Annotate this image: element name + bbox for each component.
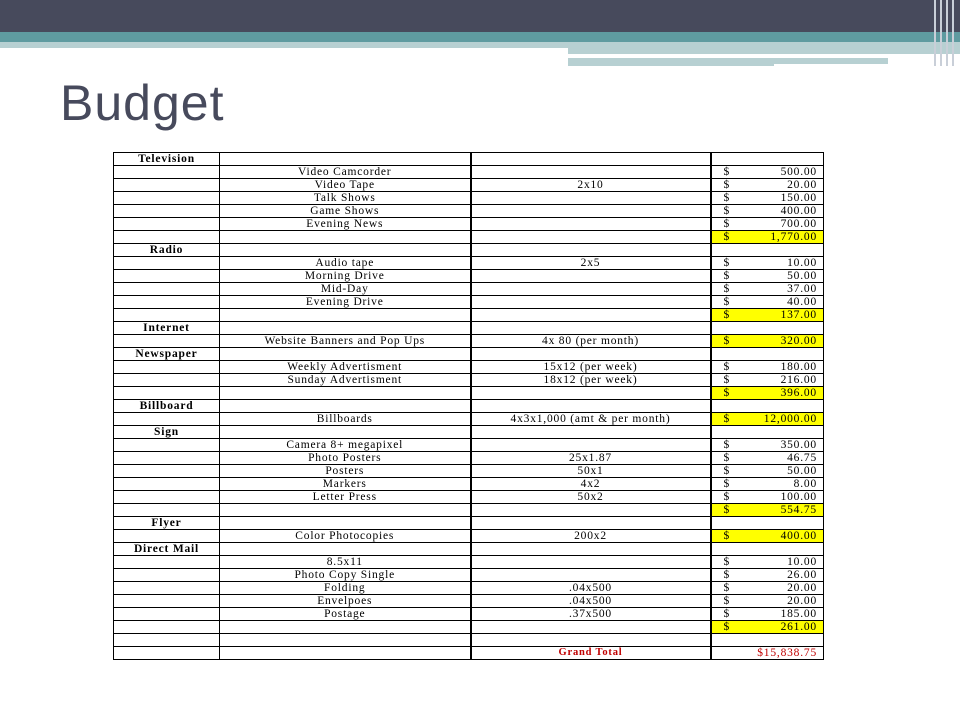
- currency-symbol: $: [723, 491, 731, 503]
- item-cell: Game Shows: [220, 205, 471, 218]
- category-cell: [114, 296, 220, 309]
- currency-symbol: $: [723, 205, 731, 217]
- item-cell: Photo Posters: [220, 452, 471, 465]
- amount-value: [817, 153, 821, 165]
- cost-cell: [711, 634, 824, 647]
- currency-symbol: $: [723, 608, 731, 620]
- amount-value: 150.00: [780, 192, 817, 204]
- amount-value: 216.00: [780, 374, 817, 386]
- amount-value: [817, 400, 821, 412]
- quantity-cell: [471, 244, 711, 257]
- currency-symbol: $: [723, 309, 731, 321]
- currency-symbol: $: [723, 452, 731, 464]
- item-cell: [220, 400, 471, 413]
- table-row: [114, 569, 824, 582]
- cost-cell: [711, 244, 824, 257]
- amount-value: [817, 543, 821, 555]
- cost-cell: [711, 348, 824, 361]
- cost-cell: [711, 452, 824, 465]
- cost-cell: [711, 257, 824, 270]
- cost-cell: [711, 296, 824, 309]
- category-cell: [114, 504, 220, 517]
- quantity-cell: 50x2: [471, 491, 711, 504]
- category-cell: [114, 608, 220, 621]
- category-cell: Billboard: [114, 400, 220, 413]
- category-cell: [114, 478, 220, 491]
- table-row: [114, 400, 824, 413]
- quantity-cell: 4x3x1,000 (amt & per month): [471, 413, 711, 426]
- item-cell: Billboards: [220, 413, 471, 426]
- currency-symbol: $: [723, 504, 731, 516]
- table-row: [114, 257, 824, 270]
- amount-value: 400.00: [780, 530, 817, 542]
- category-cell: Television: [114, 153, 220, 166]
- quantity-cell: 200x2: [471, 530, 711, 543]
- table-row: [114, 465, 824, 478]
- quantity-cell: [471, 621, 711, 634]
- subtotal-cell: [711, 413, 824, 426]
- amount-value: 37.00: [787, 283, 817, 295]
- table-row: [114, 335, 824, 348]
- empty-cell: [220, 647, 471, 660]
- amount-value: 261.00: [780, 621, 817, 633]
- table-row: [114, 413, 824, 426]
- quantity-cell: [471, 400, 711, 413]
- amount-value: 180.00: [780, 361, 817, 373]
- category-cell: [114, 387, 220, 400]
- currency-symbol: $: [723, 231, 731, 243]
- subtotal-cell: [711, 530, 824, 543]
- amount-value: [817, 517, 821, 529]
- item-cell: Posters: [220, 465, 471, 478]
- quantity-cell: 50x1: [471, 465, 711, 478]
- table-row: [114, 543, 824, 556]
- quantity-cell: [471, 166, 711, 179]
- quantity-cell: [471, 283, 711, 296]
- item-cell: Camera 8+ megapixel: [220, 439, 471, 452]
- item-cell: Letter Press: [220, 491, 471, 504]
- amount-value: [817, 348, 821, 360]
- table-row: [114, 504, 824, 517]
- currency-symbol: $: [723, 296, 731, 308]
- amount-value: 1,770.00: [770, 231, 817, 243]
- quantity-cell: [471, 439, 711, 452]
- amount-value: 137.00: [780, 309, 817, 321]
- currency-symbol: $: [723, 270, 731, 282]
- currency-symbol: $: [723, 478, 731, 490]
- amount-value: [817, 244, 821, 256]
- category-cell: [114, 257, 220, 270]
- quantity-cell: .04x500: [471, 582, 711, 595]
- currency-symbol: $: [723, 569, 731, 581]
- category-cell: [114, 374, 220, 387]
- item-cell: [220, 621, 471, 634]
- item-cell: Weekly Advertisment: [220, 361, 471, 374]
- cost-cell: [711, 166, 824, 179]
- empty-cell: [114, 647, 220, 660]
- item-cell: [220, 426, 471, 439]
- quantity-cell: [471, 387, 711, 400]
- category-cell: [114, 361, 220, 374]
- item-cell: [220, 504, 471, 517]
- table-row: [114, 270, 824, 283]
- item-cell: Evening Drive: [220, 296, 471, 309]
- currency-symbol: $: [723, 621, 731, 633]
- quantity-cell: 18x12 (per week): [471, 374, 711, 387]
- category-cell: Internet: [114, 322, 220, 335]
- budget-table: [113, 152, 824, 660]
- cost-cell: [711, 439, 824, 452]
- currency-symbol: $: [723, 374, 731, 386]
- quantity-cell: [471, 543, 711, 556]
- category-cell: [114, 621, 220, 634]
- category-cell: Flyer: [114, 517, 220, 530]
- table-row: [114, 595, 824, 608]
- amount-value: 700.00: [780, 218, 817, 230]
- quantity-cell: [471, 231, 711, 244]
- amount-value: 400.00: [780, 205, 817, 217]
- table-row: [114, 530, 824, 543]
- item-cell: [220, 387, 471, 400]
- amount-value: 40.00: [787, 296, 817, 308]
- currency-symbol: $: [723, 283, 731, 295]
- cost-cell: [711, 556, 824, 569]
- cost-cell: [711, 361, 824, 374]
- item-cell: [220, 231, 471, 244]
- category-cell: [114, 634, 220, 647]
- grand-total-value: [711, 647, 824, 660]
- table-row: [114, 491, 824, 504]
- quantity-cell: [471, 517, 711, 530]
- amount-value: 10.00: [787, 257, 817, 269]
- table-row: [114, 205, 824, 218]
- category-cell: [114, 270, 220, 283]
- cost-cell: [711, 374, 824, 387]
- category-cell: [114, 556, 220, 569]
- table-row: [114, 634, 824, 647]
- cost-cell: [711, 400, 824, 413]
- subtotal-cell: [711, 335, 824, 348]
- table-row: [114, 218, 824, 231]
- quantity-cell: 4x2: [471, 478, 711, 491]
- category-cell: [114, 309, 220, 322]
- amount-value: 20.00: [787, 582, 817, 594]
- header-edge-line: [952, 0, 954, 66]
- cost-cell: [711, 153, 824, 166]
- table-row: [114, 283, 824, 296]
- item-cell: [220, 244, 471, 257]
- amount-value: 350.00: [780, 439, 817, 451]
- item-cell: Morning Drive: [220, 270, 471, 283]
- amount-value: 8.00: [793, 478, 817, 490]
- cost-cell: [711, 322, 824, 335]
- header-accent-line: [568, 64, 774, 66]
- table-row: [114, 608, 824, 621]
- item-cell: Photo Copy Single: [220, 569, 471, 582]
- category-cell: [114, 205, 220, 218]
- quantity-cell: [471, 556, 711, 569]
- table-row: [114, 387, 824, 400]
- currency-symbol: $: [723, 257, 731, 269]
- table-row: [114, 348, 824, 361]
- category-cell: [114, 491, 220, 504]
- item-cell: Video Tape: [220, 179, 471, 192]
- quantity-cell: [471, 153, 711, 166]
- subtotal-cell: [711, 621, 824, 634]
- currency-symbol: $: [723, 166, 731, 178]
- header-bar-teal: [0, 32, 960, 42]
- grand-total-label: Grand Total: [471, 647, 711, 660]
- quantity-cell: .04x500: [471, 595, 711, 608]
- amount-value: 26.00: [787, 569, 817, 581]
- budget-table-body: [114, 153, 824, 660]
- table-row: [114, 439, 824, 452]
- quantity-cell: [471, 348, 711, 361]
- currency-symbol: $: [723, 530, 731, 542]
- cost-cell: [711, 569, 824, 582]
- category-cell: [114, 413, 220, 426]
- item-cell: Website Banners and Pop Ups: [220, 335, 471, 348]
- quantity-cell: [471, 270, 711, 283]
- quantity-cell: [471, 504, 711, 517]
- table-row: [114, 556, 824, 569]
- cost-cell: [711, 270, 824, 283]
- amount-value: [817, 634, 821, 646]
- currency-symbol: $: [723, 387, 731, 399]
- amount-value: [817, 426, 821, 438]
- item-cell: Postage: [220, 608, 471, 621]
- table-row: [114, 517, 824, 530]
- item-cell: Talk Shows: [220, 192, 471, 205]
- cost-cell: [711, 543, 824, 556]
- item-cell: [220, 348, 471, 361]
- item-cell: Evening News: [220, 218, 471, 231]
- quantity-cell: 25x1.87: [471, 452, 711, 465]
- table-row: [114, 192, 824, 205]
- category-cell: [114, 179, 220, 192]
- amount-value: 554.75: [780, 504, 817, 516]
- amount-value: [817, 322, 821, 334]
- amount-value: 185.00: [780, 608, 817, 620]
- category-cell: Radio: [114, 244, 220, 257]
- amount-value: 396.00: [780, 387, 817, 399]
- item-cell: [220, 543, 471, 556]
- cost-cell: [711, 205, 824, 218]
- quantity-cell: 2x10: [471, 179, 711, 192]
- item-cell: Sunday Advertisment: [220, 374, 471, 387]
- currency-symbol: $: [723, 595, 731, 607]
- amount-value: 50.00: [787, 270, 817, 282]
- quantity-cell: 4x 80 (per month): [471, 335, 711, 348]
- amount-value: 20.00: [787, 595, 817, 607]
- amount-value: 500.00: [780, 166, 817, 178]
- header-accent-line: [568, 48, 960, 54]
- header-edge-line: [934, 0, 936, 66]
- table-row: [114, 452, 824, 465]
- table-row: [114, 374, 824, 387]
- category-cell: [114, 569, 220, 582]
- category-cell: [114, 465, 220, 478]
- amount-value: 12,000.00: [763, 413, 817, 425]
- category-cell: [114, 283, 220, 296]
- cost-cell: [711, 517, 824, 530]
- category-cell: Sign: [114, 426, 220, 439]
- category-cell: [114, 335, 220, 348]
- currency-symbol: $: [723, 465, 731, 477]
- amount-value: 10.00: [787, 556, 817, 568]
- table-row: [114, 582, 824, 595]
- currency-symbol: $: [723, 413, 731, 425]
- quantity-cell: [471, 218, 711, 231]
- cost-cell: [711, 179, 824, 192]
- currency-symbol: $: [723, 582, 731, 594]
- subtotal-cell: [711, 504, 824, 517]
- cost-cell: [711, 582, 824, 595]
- table-row: [114, 426, 824, 439]
- cost-cell: [711, 608, 824, 621]
- table-row: [114, 309, 824, 322]
- item-cell: Markers: [220, 478, 471, 491]
- table-row: [114, 179, 824, 192]
- subtotal-cell: [711, 231, 824, 244]
- cost-cell: [711, 595, 824, 608]
- item-cell: [220, 517, 471, 530]
- category-cell: [114, 231, 220, 244]
- amount-value: 46.75: [787, 452, 817, 464]
- item-cell: Mid-Day: [220, 283, 471, 296]
- currency-symbol: $: [723, 192, 731, 204]
- table-row: [114, 153, 824, 166]
- category-cell: [114, 530, 220, 543]
- quantity-cell: [471, 322, 711, 335]
- item-cell: [220, 634, 471, 647]
- cost-cell: [711, 491, 824, 504]
- item-cell: [220, 309, 471, 322]
- cost-cell: [711, 283, 824, 296]
- category-cell: [114, 166, 220, 179]
- item-cell: [220, 153, 471, 166]
- amount-value: 320.00: [780, 335, 817, 347]
- quantity-cell: [471, 309, 711, 322]
- cost-cell: [711, 192, 824, 205]
- category-cell: [114, 439, 220, 452]
- currency-symbol: $: [723, 556, 731, 568]
- category-cell: [114, 582, 220, 595]
- subtotal-cell: [711, 387, 824, 400]
- slide-title: Budget: [60, 75, 225, 131]
- item-cell: 8.5x11: [220, 556, 471, 569]
- item-cell: Envelpoes: [220, 595, 471, 608]
- quantity-cell: [471, 192, 711, 205]
- currency-symbol: $: [723, 439, 731, 451]
- table-row: [114, 244, 824, 257]
- category-cell: Newspaper: [114, 348, 220, 361]
- category-cell: Direct Mail: [114, 543, 220, 556]
- table-row: [114, 296, 824, 309]
- table-row: [114, 478, 824, 491]
- quantity-cell: 2x5: [471, 257, 711, 270]
- item-cell: Audio tape: [220, 257, 471, 270]
- quantity-cell: [471, 296, 711, 309]
- table-row: [114, 621, 824, 634]
- cost-cell: [711, 218, 824, 231]
- table-row: [114, 322, 824, 335]
- cost-cell: [711, 465, 824, 478]
- currency-symbol: $: [723, 361, 731, 373]
- currency-symbol: $: [723, 335, 731, 347]
- item-cell: Color Photocopies: [220, 530, 471, 543]
- subtotal-cell: [711, 309, 824, 322]
- table-row: [114, 231, 824, 244]
- category-cell: [114, 452, 220, 465]
- quantity-cell: 15x12 (per week): [471, 361, 711, 374]
- cost-cell: [711, 426, 824, 439]
- quantity-cell: [471, 205, 711, 218]
- quantity-cell: [471, 634, 711, 647]
- quantity-cell: [471, 426, 711, 439]
- currency-symbol: $: [723, 179, 731, 191]
- header-edge-line: [940, 0, 942, 66]
- cost-cell: [711, 478, 824, 491]
- amount-value: 50.00: [787, 465, 817, 477]
- header-bar-dark: [0, 0, 960, 32]
- currency-symbol: $: [723, 218, 731, 230]
- quantity-cell: [471, 569, 711, 582]
- grand-total-amount: $15,838.75: [757, 647, 817, 659]
- item-cell: Folding: [220, 582, 471, 595]
- category-cell: [114, 595, 220, 608]
- amount-value: 20.00: [787, 179, 817, 191]
- category-cell: [114, 218, 220, 231]
- table-row: [114, 166, 824, 179]
- quantity-cell: .37x500: [471, 608, 711, 621]
- item-cell: Video Camcorder: [220, 166, 471, 179]
- item-cell: [220, 322, 471, 335]
- amount-value: 100.00: [780, 491, 817, 503]
- category-cell: [114, 192, 220, 205]
- header-edge-line: [946, 0, 948, 66]
- grand-total-row: [114, 647, 824, 660]
- table-row: [114, 361, 824, 374]
